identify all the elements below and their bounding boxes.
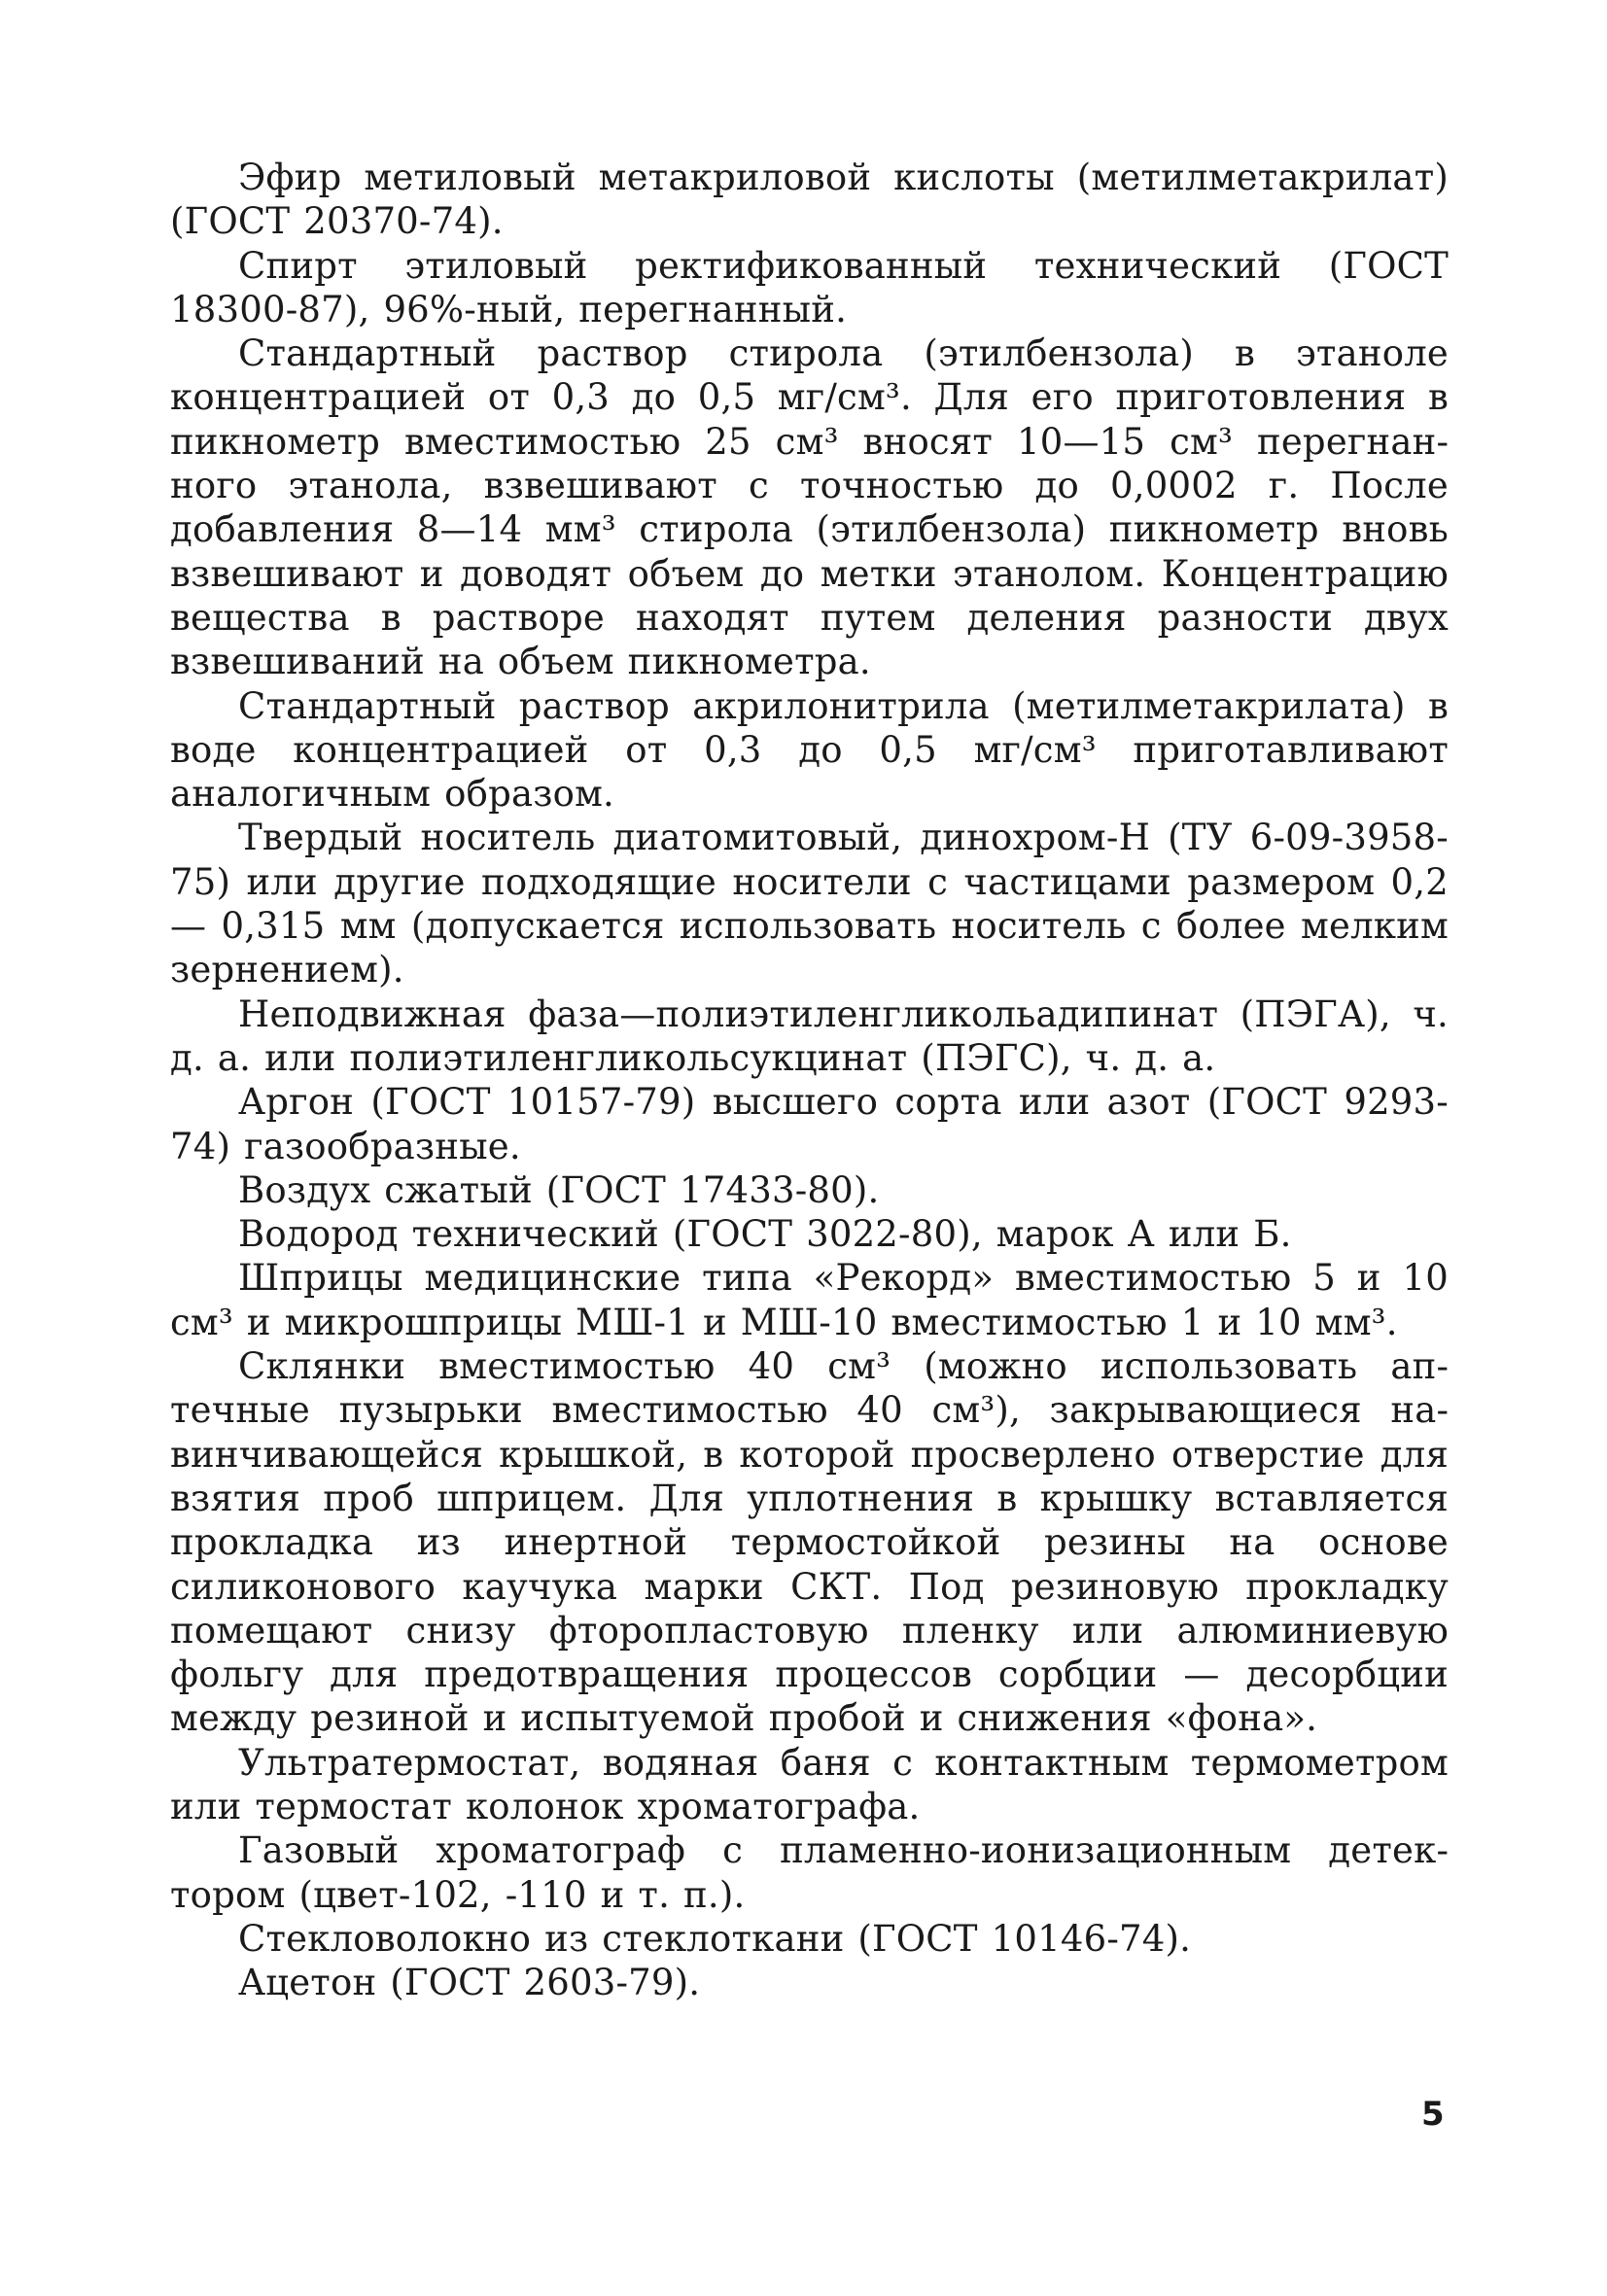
paragraph-gas-chromatograph: Газовый хроматограф с пламенно-ионизационным детектором (цвет-102, -110 и т. п.). xyxy=(170,1829,1449,1916)
paragraph-stationary-phase: Неподвижная фаза—полиэтиленгликольадипинат (ПЭГА), ч. д. а. или полиэтиленгликольсукцинат (ПЭГС), ч. д. а. xyxy=(170,992,1449,1079)
paragraph-compressed-air: Воздух сжатый (ГОСТ 17433-80). xyxy=(238,1168,880,1211)
paragraph-methyl-methacrylate: Эфир метиловый метакриловой кислоты (метилметакрилат) (ГОСТ 20370-74). xyxy=(170,157,1449,243)
paragraph-ethyl-alcohol: Спирт этиловый ректификованный технический (ГОСТ 18300-87), 96%-ный, перегнанный. xyxy=(170,244,1449,330)
paragraph-ultrathermostat: Ультратермостат, водяная баня с контактным термометром или термостат колонок хроматографа. xyxy=(170,1741,1449,1827)
paragraph-acetone: Ацетон (ГОСТ 2603-79). xyxy=(238,1962,701,2004)
paragraph-hydrogen: Водород технический (ГОСТ 3022-80), марок А или Б. xyxy=(238,1213,1292,1256)
page-body xyxy=(170,156,1449,2004)
paragraph-styrene-standard-solution: Стандартный раствор стирола (этилбензола) в этаноле концентрацией от 0,3 до 0,5 мг/см³. Для его приготовления в пикнометр вместимостью 25 см³ вносят 10—15 см³ перегнанного этанола, взвешивают с точностью до 0,0002 г. После добавления 8—14 мм³ стирола (этилбензола) пикнометр вновь взвешивают и доводят объем до метки этанолом. Концентрацию вещества в растворе находят путем деления разности двух взвешиваний на объем пикнометра. xyxy=(170,332,1449,683)
paragraph-acrylonitrile-standard-solution: Стандартный раствор акрилонитрила (метилметакрилата) в воде концентрацией от 0,3 до 0,5 мг/см³ приготавливают аналогичным образом. xyxy=(170,684,1449,816)
paragraph-glass-fiber: Стекловолокно из стеклоткани (ГОСТ 10146-74). xyxy=(238,1917,1192,1960)
paragraph-argon-nitrogen: Аргон (ГОСТ 10157-79) высшего сорта или азот (ГОСТ 9293-74) газообразные. xyxy=(170,1081,1449,1167)
paragraph-solid-carrier: Твердый носитель диатомитовый, динохром-Н (ТУ 6-09-3958-75) или другие подходящие носители с частицами размером 0,2 — 0,315 мм (допускается использовать носитель с более мелким зернением). xyxy=(170,817,1449,991)
paragraph-syringes: Шприцы медицинские типа «Рекорд» вместимостью 5 и 10 см³ и микрошприцы МШ-1 и МШ-10 вместимостью 1 и 10 мм³. xyxy=(170,1257,1449,1343)
page-number: 5 xyxy=(1421,2095,1445,2134)
paragraph-vials: Склянки вместимостью 40 см³ (можно использовать аптечные пузырьки вместимостью 40 см³), закрывающиеся навинчивающейся крышкой, в которой просверлено отверстие для взятия проб шприцем. Для уплотнения в крышку вставляется прокладка из инертной термостойкой резины на основе силиконового каучука марки СКТ. Под резиновую прокладку помещают снизу фторопластовую пленку или алюминиевую фольгу для предотвращения процессов сорбции — десорбции между резиной и испытуемой пробой и снижения «фона». xyxy=(170,1345,1449,1740)
